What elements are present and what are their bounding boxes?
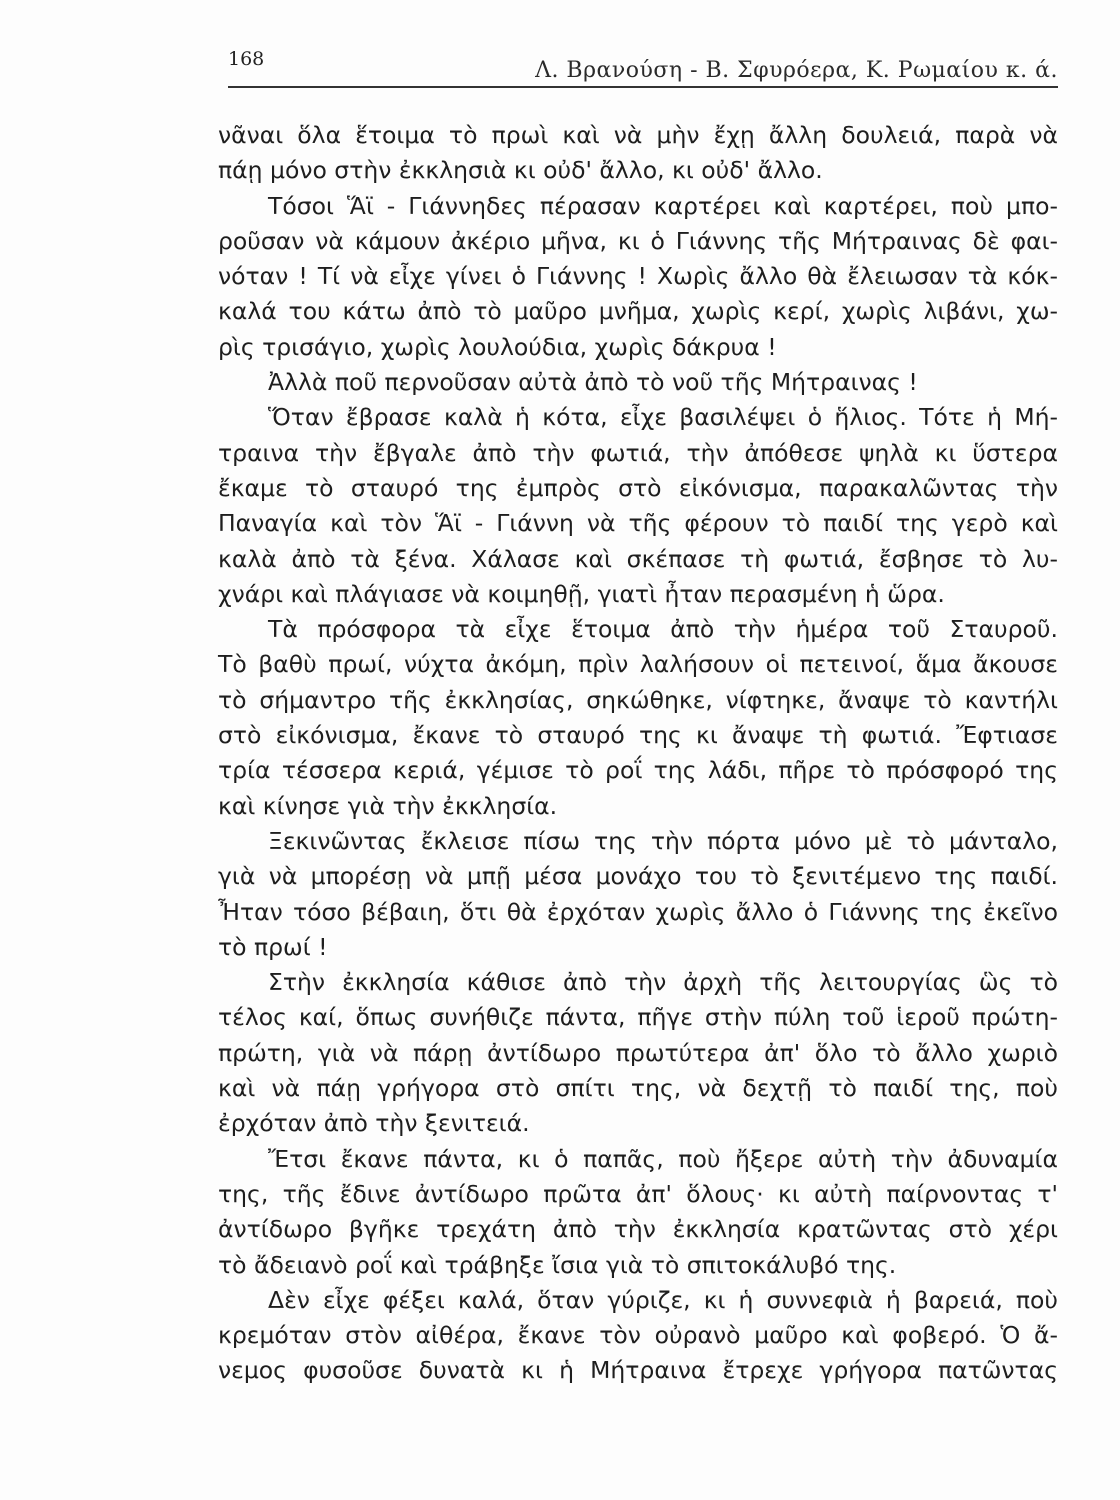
text-line: Στὴν ἐκκλησία κάθισε ἀπὸ τὴν ἀρχὴ τῆς λειτουργίας ὣς τὸ (268, 968, 1058, 997)
text-line: ροῦσαν νὰ κάμουν ἀκέριο μῆνα, κι ὁ Γιάννης τῆς Μήτραινας δὲ φαι- (218, 226, 1058, 255)
text-line: ρὶς τρισάγιο, χωρὶς λουλούδια, χωρὶς δάκρυα ! (218, 332, 777, 361)
text-line: τέλος καί, ὅπως συνήθιζε πάντα, πῆγε στὴν πύλη τοῦ ἱεροῦ πρώτη- (218, 1003, 1058, 1032)
text-line: καὶ κίνησε γιὰ τὴν ἐκκλησία. (218, 791, 558, 820)
page-number: 168 (228, 48, 265, 70)
text-line: καὶ νὰ πάῃ γρήγορα στὸ σπίτι της, νὰ δεχτῇ τὸ παιδί της, ποὺ (218, 1074, 1058, 1103)
text-line: καλὰ ἀπὸ τὰ ξένα. Χάλασε καὶ σκέπασε τὴ φωτιά, ἔσβησε τὸ λυ- (218, 544, 1058, 573)
text-line: στὸ εἰκόνισμα, ἔκανε τὸ σταυρό της κι ἄναψε τὴ φωτιά. Ἔφτιασε (218, 721, 1058, 750)
text-line: της, τῆς ἔδινε ἀντίδωρο πρῶτα ἀπ' ὅλους· κι αὐτὴ παίρνοντας τ' (218, 1179, 1058, 1208)
text-line: Τὰ πρόσφορα τὰ εἶχε ἕτοιμα ἀπὸ τὴν ἡμέρα τοῦ Σταυροῦ. (268, 615, 1058, 644)
text-line: Ὅταν ἔβρασε καλὰ ἡ κότα, εἶχε βασιλέψει ὁ ἥλιος. Τότε ἡ Μή- (268, 403, 1058, 432)
text-line: Ἦταν τόσο βέβαιη, ὅτι θὰ ἐρχόταν χωρὶς ἄλλο ὁ Γιάννης της ἐκεῖνο (218, 897, 1058, 926)
header-rule (228, 86, 1058, 88)
text-line: νᾶναι ὅλα ἕτοιμα τὸ πρωὶ καὶ νὰ μὴν ἔχῃ ἄλλη δουλειά, παρὰ νὰ (218, 121, 1058, 149)
text-line: τὸ πρωί ! (218, 932, 328, 961)
text-line: Δὲν εἶχε φέξει καλά, ὅταν γύριζε, κι ἡ συννεφιὰ ἡ βαρειά, ποὺ (268, 1285, 1058, 1314)
text-line: νόταν ! Τί νὰ εἶχε γίνει ὁ Γιάννης ! Χωρὶς ἄλλο θὰ ἔλειωσαν τὰ κόκ- (218, 262, 1058, 291)
text-line: τὸ σήμαντρο τῆς ἐκκλησίας, σηκώθηκε, νίφτηκε, ἄναψε τὸ καντήλι (218, 685, 1058, 714)
text-line: καλά του κάτω ἀπὸ τὸ μαῦρο μνῆμα, χωρὶς κερί, χωρὶς λιβάνι, χω- (218, 297, 1058, 326)
text-line: Τόσοι Ἅϊ - Γιάννηδες πέρασαν καρτέρει καὶ καρτέρει, ποὺ μπο- (268, 191, 1058, 220)
text-line: νεμος φυσοῦσε δυνατὰ κι ἡ Μήτραινα ἔτρεχε γρήγορα πατῶντας (218, 1356, 1058, 1385)
text-line: πρώτη, γιὰ νὰ πάρῃ ἀντίδωρο πρωτύτερα ἀπ' ὅλο τὸ ἄλλο χωριὸ (218, 1038, 1058, 1067)
text-line: πάῃ μόνο στὴν ἐκκλησιὰ κι οὐδ' ἄλλο, κι οὐδ' ἄλλο. (218, 156, 823, 185)
text-line: τὸ ἄδειανὸ ροΐ καὶ τράβηξε ἴσια γιὰ τὸ σπιτοκάλυβό της. (218, 1250, 897, 1279)
text-line: ἐρχόταν ἀπὸ τὴν ξενιτειά. (218, 1109, 530, 1138)
body-text (218, 118, 1058, 1389)
text-line: χνάρι καὶ πλάγιασε νὰ κοιμηθῇ, γιατὶ ἦταν περασμένη ἡ ὥρα. (218, 579, 945, 608)
running-head: Λ. Βρανούση - Β. Σφυρόερα, Κ. Ρωμαίου κ. ά. (535, 58, 1058, 83)
text-line: γιὰ νὰ μπορέσῃ νὰ μπῇ μέσα μονάχο του τὸ ξενιτέμενο της παιδί. (218, 862, 1058, 891)
text-line: τραινα τὴν ἔβγαλε ἀπὸ τὴν φωτιά, τὴν ἀπόθεσε ψηλὰ κι ὕστερα (218, 438, 1058, 467)
text-line: Ἀλλὰ ποῦ περνοῦσαν αὐτὰ ἀπὸ τὸ νοῦ τῆς Μήτραινας ! (268, 368, 918, 397)
text-line: ἀντίδωρο βγῆκε τρεχάτη ἀπὸ τὴν ἐκκλησία κρατῶντας στὸ χέρι (218, 1215, 1058, 1244)
text-line: Παναγία καὶ τὸν Ἅϊ - Γιάννη νὰ τῆς φέρουν τὸ παιδί της γερὸ καὶ (218, 509, 1058, 538)
text-line: ἔκαμε τὸ σταυρό της ἐμπρὸς στὸ εἰκόνισμα, παρακαλῶντας τὴν (218, 473, 1058, 502)
page-header (228, 42, 1058, 88)
text-line: τρία τέσσερα κεριά, γέμισε τὸ ροΐ της λάδι, πῆρε τὸ πρόσφορό της (218, 756, 1058, 785)
text-line: Τὸ βαθὺ πρωί, νύχτα ἀκόμη, πρὶν λαλήσουν οἱ πετεινοί, ἅμα ἄκουσε (218, 650, 1058, 679)
text-line: Ξεκινῶντας ἔκλεισε πίσω της τὴν πόρτα μόνο μὲ τὸ μάνταλο, (268, 826, 1058, 855)
text-line: Ἔτσι ἔκανε πάντα, κι ὁ παπᾶς, ποὺ ἤξερε αὐτὴ τὴν ἀδυναμία (268, 1144, 1058, 1173)
text-line: κρεμόταν στὸν αἰθέρα, ἔκανε τὸν οὐρανὸ μαῦρο καὶ φοβερό. Ὁ ἄ- (218, 1321, 1058, 1350)
